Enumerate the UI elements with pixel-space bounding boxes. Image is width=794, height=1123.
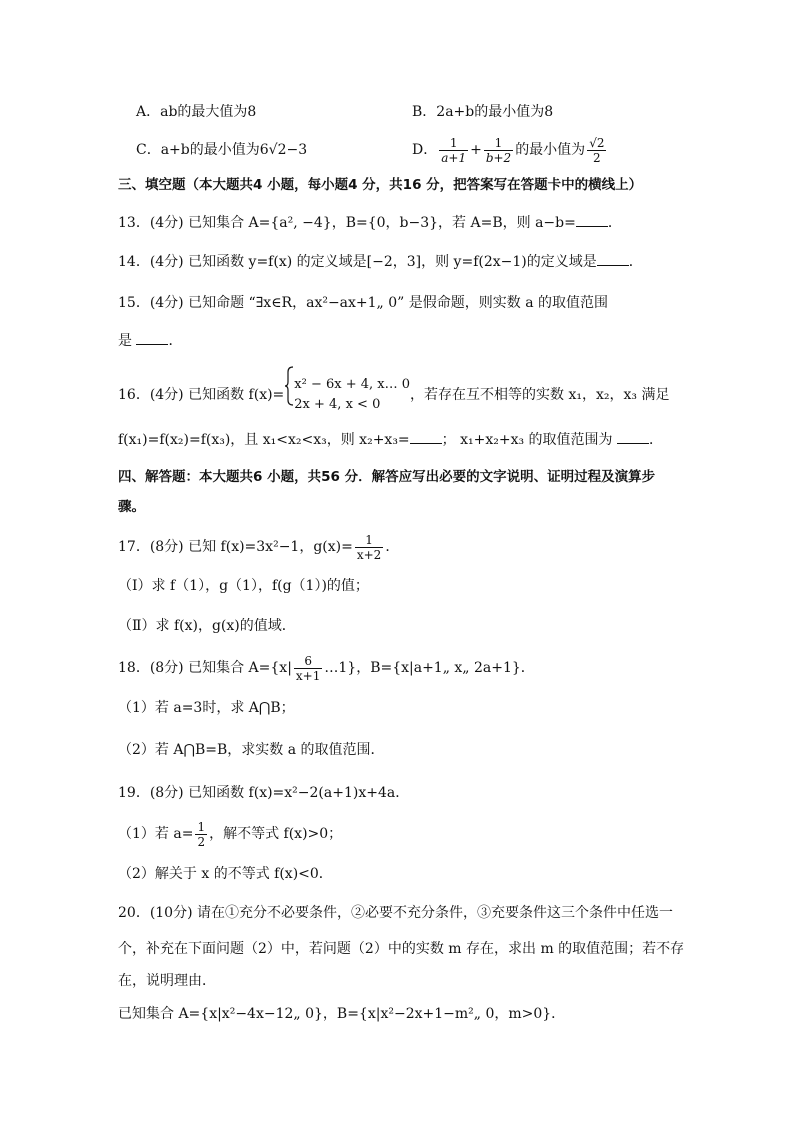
- question-17-part-2: （Ⅱ）求 f(x)，g(x)的值域．: [118, 618, 296, 634]
- question-16-text: f(x₁)=f(x₂)=f(x₃)，且 x₁<x₂<x₃，则 x₂+x₃=: [118, 432, 410, 448]
- answer-blank[interactable]: [617, 431, 649, 444]
- question-15-line-1: 15．(4分) 已知命题 “∃x∈R，ax²−ax+1„ 0” 是假命题，则实数 a 的取值范围: [118, 295, 609, 311]
- option-d-text: 的最小值为: [515, 142, 586, 158]
- answer-blank[interactable]: [597, 253, 629, 266]
- fraction-denominator: x+2: [356, 547, 382, 562]
- question-19-fraction: [195, 820, 207, 849]
- question-18: [118, 648, 535, 688]
- question-16-line-1: [118, 366, 669, 424]
- question-15-end: ．: [168, 333, 183, 349]
- question-17-fraction: [355, 533, 383, 562]
- question-16-text: ； x₁+x₂+x₃ 的取值范围为: [441, 432, 613, 448]
- piece-case-2: 2x + 4, x < 0: [294, 397, 381, 412]
- question-18-text: 18．(8分) 已知集合 A={x|: [118, 660, 292, 676]
- option-a: [136, 102, 256, 122]
- fraction-numerator: √2: [589, 135, 605, 150]
- question-16-line-2: [118, 430, 663, 450]
- question-13-end: ．: [607, 215, 622, 231]
- fraction-denominator: 2: [197, 834, 206, 849]
- question-17: [118, 530, 399, 564]
- question-18-part-2: （2）若 A⋂B=B，求实数 a 的取值范围．: [118, 742, 385, 758]
- fraction-numerator: 1: [484, 136, 513, 151]
- question-17-end: ．: [385, 539, 400, 555]
- question-15-line-2: [118, 331, 182, 351]
- question-19-text: （1）若 a=: [118, 826, 194, 842]
- fraction-denominator: b+2: [485, 150, 512, 165]
- question-14-text: 14．(4分) 已知函数 y=f(x) 的定义域是[−2，3]，则 y=f(2x−1)的定义域是: [118, 254, 597, 270]
- piecewise-cases: [294, 375, 410, 415]
- question-17-text: 17．(8分) 已知 f(x)=3x²−1，g(x)=: [118, 539, 353, 555]
- question-14: [118, 252, 643, 272]
- question-13: [118, 213, 622, 233]
- question-20-line-2: 个，补充在下面问题（2）中，若问题（2）中的实数 m 存在，求出 m 的取值范围；若不存: [118, 941, 685, 957]
- section-4-heading-line-1: 四、解答题：本大题共6 小题，共56 分．解答应写出必要的文字说明、证明过程及演算步: [118, 469, 656, 485]
- section-3-heading: 三、填空题（本大题共4 小题，每小题4 分，共16 分，把答案写在答题卡中的横线上）: [118, 177, 643, 193]
- question-19-part-1: [118, 816, 342, 852]
- left-brace-icon: [284, 366, 294, 424]
- question-13-text: 13．(4分) 已知集合 A={a², −4}，B={0，b−3}，若 A=B，则 a−b=: [118, 215, 576, 231]
- option-c-text: C．a+b的最小值为6: [136, 142, 269, 158]
- fraction-numerator: 1: [439, 136, 468, 151]
- question-18-text-tail: …1}，B={x|a+1„ x„ 2a+1}．: [324, 660, 535, 676]
- answer-blank[interactable]: [136, 332, 168, 345]
- plus-sign: +: [470, 142, 482, 158]
- question-16-text: 16．(4分) 已知函数 f(x)=: [118, 387, 285, 403]
- question-20-line-4: 已知集合 A={x|x²−4x−12„ 0}，B={x|x²−2x+1−m²„ 0，m>0}．: [118, 1006, 566, 1022]
- answer-blank[interactable]: [576, 214, 608, 227]
- fraction-numerator: 1: [197, 819, 206, 834]
- option-a-text: A．ab的最大值为8: [136, 104, 257, 120]
- option-c-sqrt: √2: [268, 142, 287, 158]
- option-d-fraction-2: [484, 136, 513, 165]
- fraction-numerator: 1: [355, 533, 383, 548]
- section-4-heading-line-2: 骤。: [118, 499, 145, 515]
- option-d-fraction-1: [439, 136, 468, 165]
- question-16-text-tail: ，若存在互不相等的实数 x₁，x₂，x₃ 满足: [410, 387, 670, 403]
- question-16-end: ．: [649, 432, 664, 448]
- question-20-line-1: 20．(10分) 请在①充分不必要条件，②必要不充分条件，③充要条件这三个条件中任选一: [118, 905, 674, 921]
- fraction-denominator: 2: [593, 150, 601, 165]
- question-19-part-2: （2）解关于 x 的不等式 f(x)<0．: [118, 866, 333, 882]
- fraction-denominator: a+1: [441, 150, 467, 165]
- question-18-part-1: （1）若 a=3时，求 A⋂B；: [118, 700, 295, 716]
- answer-blank[interactable]: [410, 431, 442, 444]
- question-17-part-1: （Ⅰ）求 f（1），g（1），f(g（1）)的值；: [118, 578, 369, 594]
- option-d: [412, 132, 608, 168]
- option-c-tail: −3: [286, 142, 308, 158]
- question-18-fraction: [294, 654, 322, 683]
- option-c: [136, 140, 307, 160]
- option-d-label: D．: [412, 142, 438, 158]
- fraction-numerator: 6: [294, 654, 322, 669]
- question-19: 19．(8分) 已知函数 f(x)=x²−2(a+1)x+4a．: [118, 785, 410, 801]
- fraction-denominator: x+1: [295, 668, 321, 683]
- question-20-line-3: 在，说明理由．: [118, 973, 216, 989]
- option-b-text: B．2a+b的最小值为8: [412, 104, 554, 120]
- question-14-end: ．: [628, 254, 643, 270]
- question-19-text-tail: ，解不等式 f(x)>0；: [209, 826, 343, 842]
- piece-case-1: x² − 6x + 4, x… 0: [294, 377, 411, 392]
- option-b: [412, 102, 553, 122]
- question-15-text: 是: [118, 333, 132, 349]
- option-d-fraction-3: [587, 136, 606, 165]
